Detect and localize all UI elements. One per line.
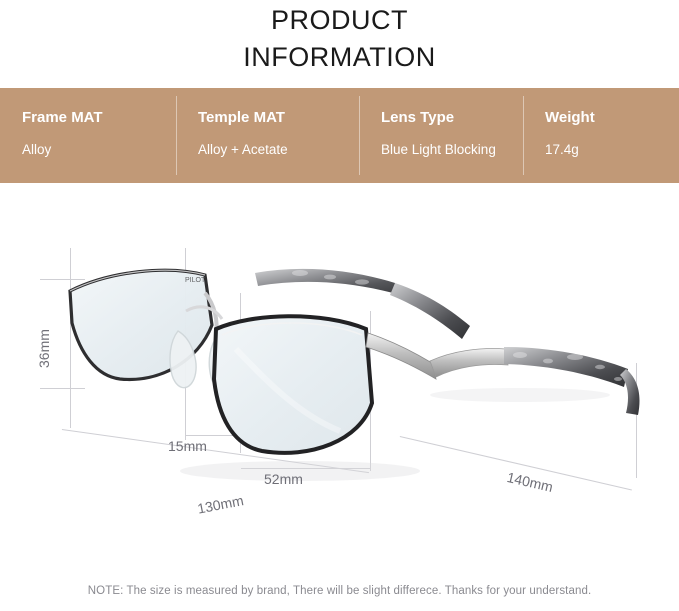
spec-label-weight: Weight [545, 109, 595, 126]
dimension-bridge: 15mm [168, 438, 207, 454]
svg-text:PILOT: PILOT [185, 277, 206, 284]
spec-value-frame-mat: Alloy [22, 142, 52, 157]
spec-label-lens-type: Lens Type [381, 109, 455, 126]
spec-column-weight [523, 88, 679, 183]
spec-column-lens-type [359, 88, 523, 183]
spec-column-frame-mat [0, 88, 176, 183]
specification-bar [0, 88, 679, 183]
dimension-lens-width: 52mm [264, 471, 303, 487]
spec-value-temple-mat: Alloy + Acetate [198, 142, 288, 157]
spec-column-temple-mat [176, 88, 359, 183]
dimension-temple-length: 140mm [505, 469, 555, 496]
spec-label-frame-mat: Frame MAT [22, 109, 103, 126]
page-title [0, 0, 679, 76]
page-title-line-2: INFORMATION [243, 42, 436, 72]
spec-value-lens-type: Blue Light Blocking [381, 142, 496, 157]
dimension-lens-height: 36mm [36, 329, 52, 368]
page-title-line-1: PRODUCT [271, 5, 408, 35]
dimension-frame-width: 130mm [196, 492, 245, 517]
spec-value-weight: 17.4g [545, 142, 579, 157]
spec-label-temple-mat: Temple MAT [198, 109, 285, 126]
eyeglasses-image [0, 183, 679, 575]
product-diagram [0, 183, 679, 575]
measurement-note: NOTE: The size is measured by brand, There will be slight differece. Thanks for your understand. [87, 585, 592, 597]
